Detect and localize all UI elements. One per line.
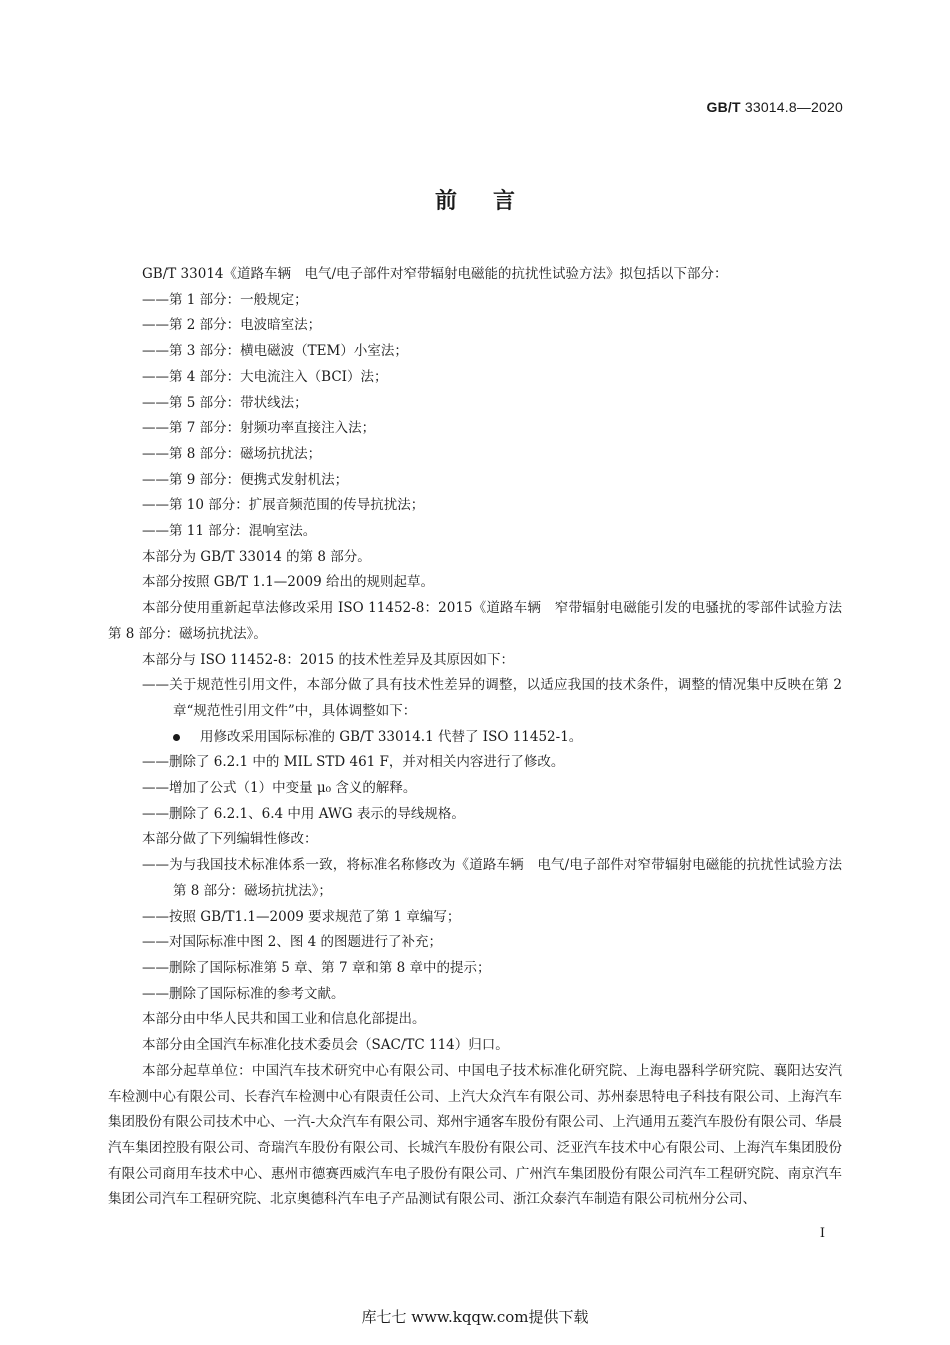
list-item: ——第 3 部分：横电磁波（TEM）小室法； — [142, 343, 408, 360]
list-item: ——删除了 6.2.1 中的 MIL STD 461 F，并对相关内容进行了修改。 — [142, 754, 565, 771]
paragraph: 本部分由全国汽车标准化技术委员会（SAC/TC 114）归口。 — [142, 1037, 509, 1054]
paragraph: 本部分做了下列编辑性修改： — [142, 831, 318, 848]
download-watermark: 库七七 www.kqqw.com提供下载 — [361, 1308, 589, 1326]
paragraph: 本部分由中华人民共和国工业和信息化部提出。 — [142, 1011, 426, 1028]
paragraph: 本部分与 ISO 11452-8：2015 的技术性差异及其原因如下： — [142, 651, 514, 668]
list-item: ——第 8 部分：磁场抗扰法； — [142, 445, 322, 462]
list-item: ——第 1 部分：一般规定； — [142, 291, 308, 308]
list-item: ——关于规范性引用文件，本部分做了具有技术性差异的调整，以适应我国的技术条件，调整的情况集中反映在第 2 章“规范性引用文件”中，具体调整如下： — [142, 677, 842, 719]
paragraph: 本部分起草单位：中国汽车技术研究中心有限公司、中国电子技术标准化研究院、上海电器科学研究院、襄阳达安汽车检测中心有限公司、长春汽车检测中心有限责任公司、上汽大众汽车有限公司、苏州泰思特电子科技有限公司、上海汽车集团股份有限公司技术中心、一汽-大众汽车有限公司、郑州宇通客车股份有限公司、上汽通用五菱汽车股份有限公司、华晨汽车集团控股有限公司、奇瑞汽车股份有限公司、长城汽车股份有限公司、泛亚汽车技术中心有限公司、上海汽车集团股份有限公司商用车技术中心、惠州市德赛西威汽车电子股份有限公司、广州汽车集团股份有限公司汽车工程研究院、南京汽车集团公司汽车工程研究院、北京奥德科汽车电子产品测试有限公司、浙江众泰汽车制造有限公司杭州分公司、 — [108, 1062, 842, 1208]
list-item: ——对国际标准中图 2、图 4 的图题进行了补充； — [142, 934, 443, 951]
paragraph: 本部分按照 GB/T 1.1—2009 给出的规则起草。 — [142, 574, 434, 591]
paragraph: GB/T 33014《道路车辆 电气/电子部件对窄带辐射电磁能的抗扰性试验方法》拟包括以下部分： — [142, 266, 728, 282]
page-title: 前言 — [434, 189, 551, 214]
page-number: I — [819, 1226, 825, 1241]
list-item: ——第 11 部分：混响室法。 — [142, 523, 317, 540]
list-item: ——第 4 部分：大电流注入（BCI）法； — [142, 368, 388, 385]
bullet-text: 用修改采用国际标准的 GB/T 33014.1 代替了 ISO 11452-1。 — [200, 728, 583, 745]
list-item: ——第 5 部分：带状线法； — [142, 394, 308, 411]
bullet-dot-icon — [173, 734, 180, 741]
list-item: ——按照 GB/T1.1—2009 要求规范了第 1 章编写； — [142, 908, 461, 925]
bullet-item — [108, 725, 842, 751]
list-item: ——为与我国技术标准体系一致，将标准名称修改为《道路车辆 电气/电子部件对窄带辐射电磁能的抗扰性试验方法 第 8 部分：磁场抗扰法》； — [142, 857, 856, 899]
list-item: ——第 9 部分：便携式发射机法； — [142, 471, 349, 488]
standard-number: 33014.8—2020 — [744, 99, 843, 115]
list-item: ——第 7 部分：射频功率直接注入法； — [142, 420, 376, 437]
paragraph: 本部分为 GB/T 33014 的第 8 部分。 — [142, 548, 371, 565]
document-body — [108, 262, 856, 1213]
document-code — [707, 99, 844, 115]
list-item: ——删除了国际标准的参考文献。 — [142, 985, 345, 1002]
list-item: ——第 2 部分：电波暗室法； — [142, 317, 322, 334]
standard-prefix: GB/T — [706, 99, 741, 115]
list-item: ——第 10 部分：扩展音频范围的传导抗扰法； — [142, 497, 425, 514]
list-item: ——增加了公式（1）中变量 μ₀ 含义的解释。 — [142, 780, 417, 797]
list-item: ——删除了国际标准第 5 章、第 7 章和第 8 章中的提示； — [142, 959, 491, 976]
paragraph: 本部分使用重新起草法修改采用 ISO 11452-8：2015《道路车辆 窄带辐射电磁能引发的电骚扰的零部件试验方法 第 8 部分：磁场抗扰法》。 — [108, 600, 856, 642]
list-item: ——删除了 6.2.1、6.4 中用 AWG 表示的导线规格。 — [142, 805, 465, 822]
